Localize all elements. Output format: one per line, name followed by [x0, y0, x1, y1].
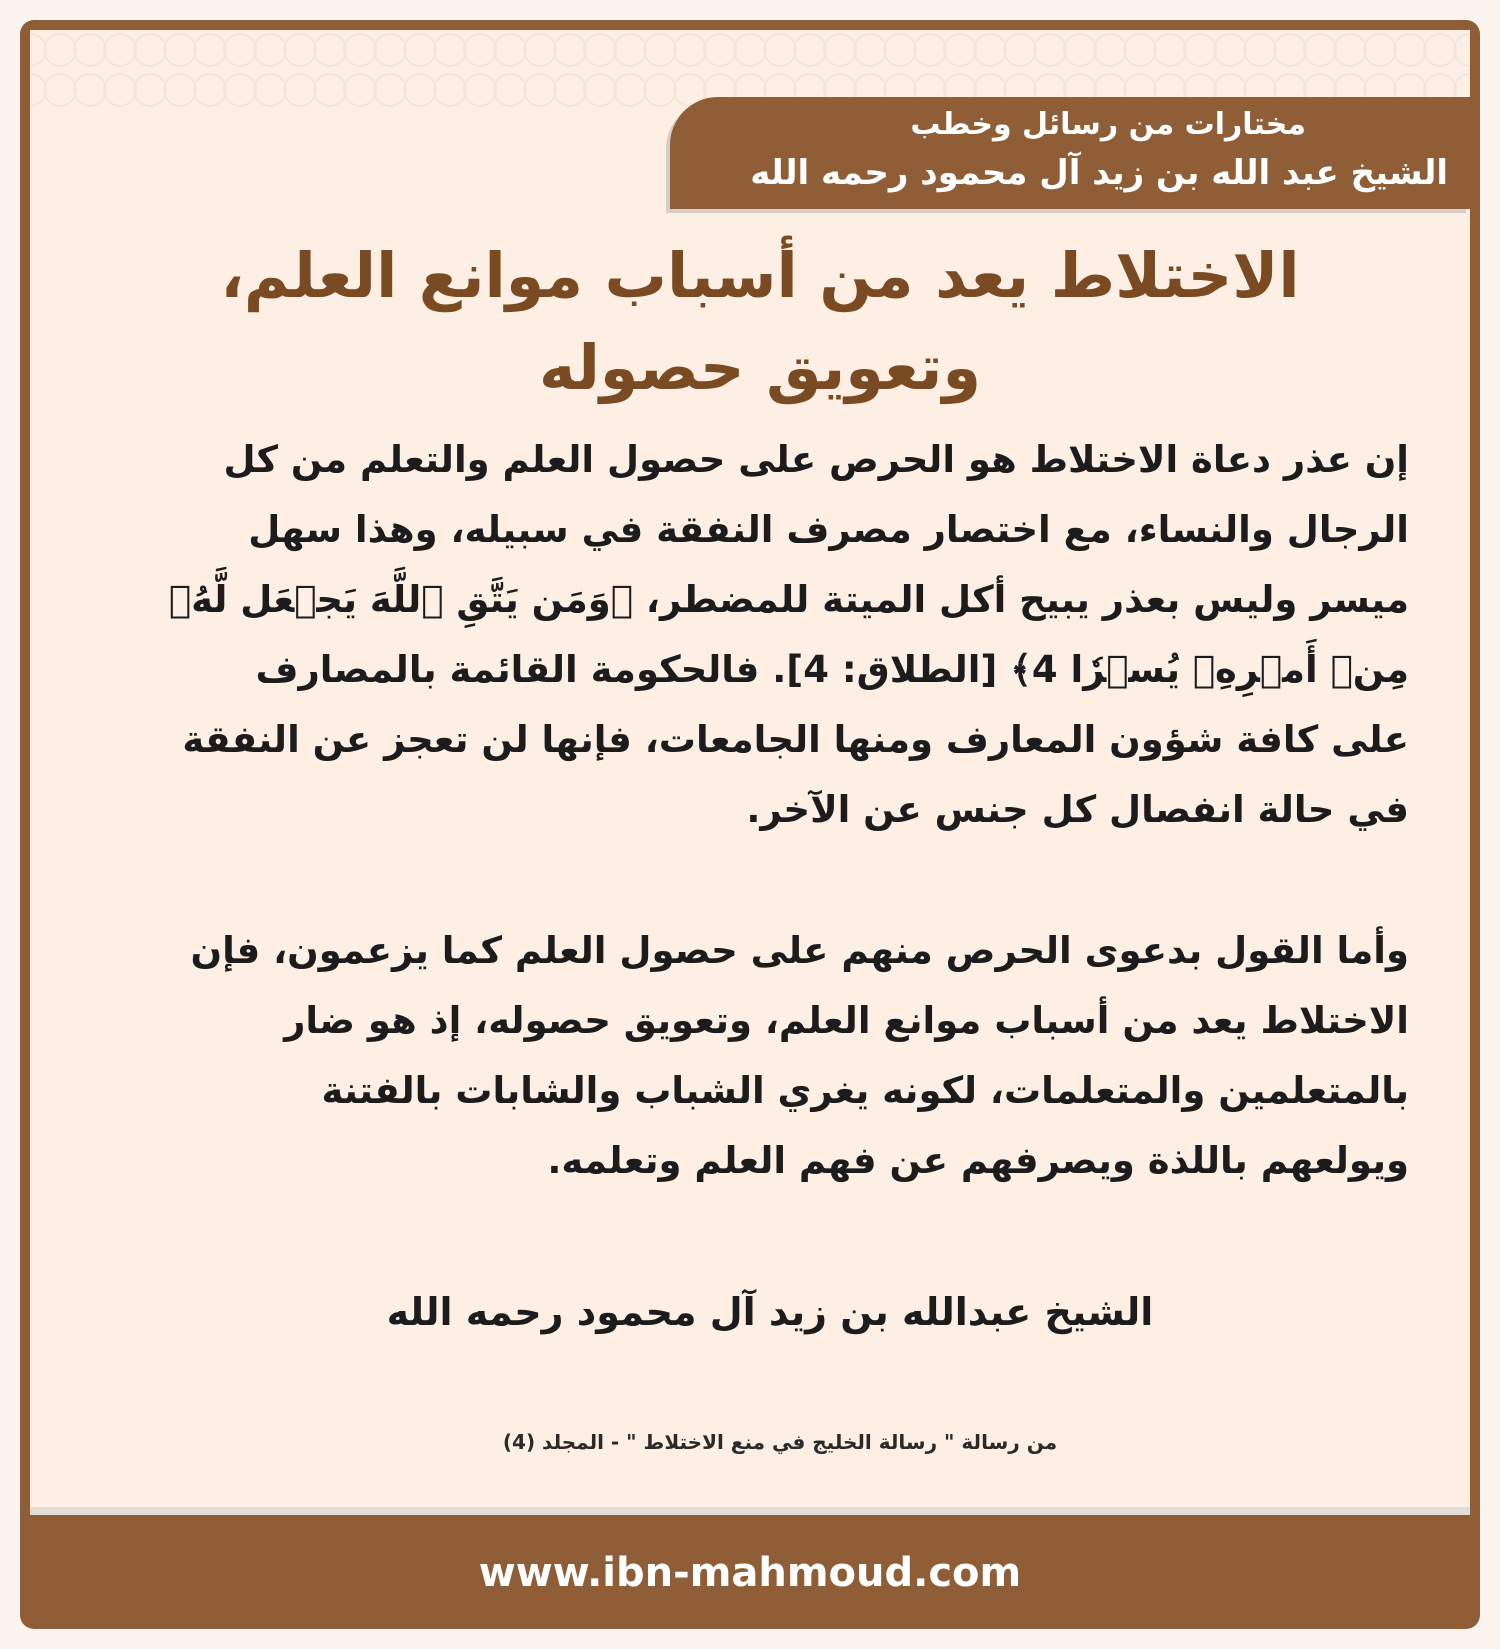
header-banner: [670, 97, 1470, 209]
source-citation: من رسالة " رسالة الخليج في منع الاختلاط " - المجلد (4): [502, 1430, 1058, 1454]
card-frame: [20, 20, 1480, 1629]
paragraph-1: إن عذر دعاة الاختلاط هو الحرص على حصول العلم والتعلم من كل الرجال والنساء، مع اختصار مصرف النفقة في سبيله، وهذا سهل ميسر وليس بعذر يبيح أكل الميتة للمضطر، ﴿وَمَن يَتَّقِ ٱللَّهَ يَجۡعَل لَّهُۥ مِنۡ أَمۡرِهِۦ يُسۡرٗا 4﴾ [الطلاق: 4]. فالحكومة القائمة بالمصارف على كافة شؤون المعارف ومنها الجامعات، فإنها لن تعجز عن النفقة في حالة انفصال كل جنس عن الآخر.: [168, 438, 1409, 831]
header-series-title: مختارات من رسائل وخطب: [910, 107, 1306, 142]
header-author-name: الشيخ عبد الله بن زيد آل محمود رحمه الله: [750, 153, 1448, 193]
paragraph-2: وأما القول بدعوى الحرص منهم على حصول العلم كما يزعمون، فإن الاختلاط يعد من أسباب موانع العلم، وتعويق حصوله، إذ هو ضار بالمتعلمين والمتعلمات، لكونه يغري الشباب والشابات بالفتنة ويولعهم باللذة ويصرفهم عن فهم العلم وتعلمه.: [190, 929, 1409, 1182]
signature: الشيخ عبدالله بن زيد آل محمود رحمه الله: [386, 1290, 1154, 1334]
content-panel: [30, 30, 1470, 1515]
website-link[interactable]: www.ibn-mahmoud.com: [478, 1550, 1022, 1596]
article-title: الاختلاط يعد من أسباب موانع العلم، وتعويق حصوله: [220, 239, 1300, 404]
